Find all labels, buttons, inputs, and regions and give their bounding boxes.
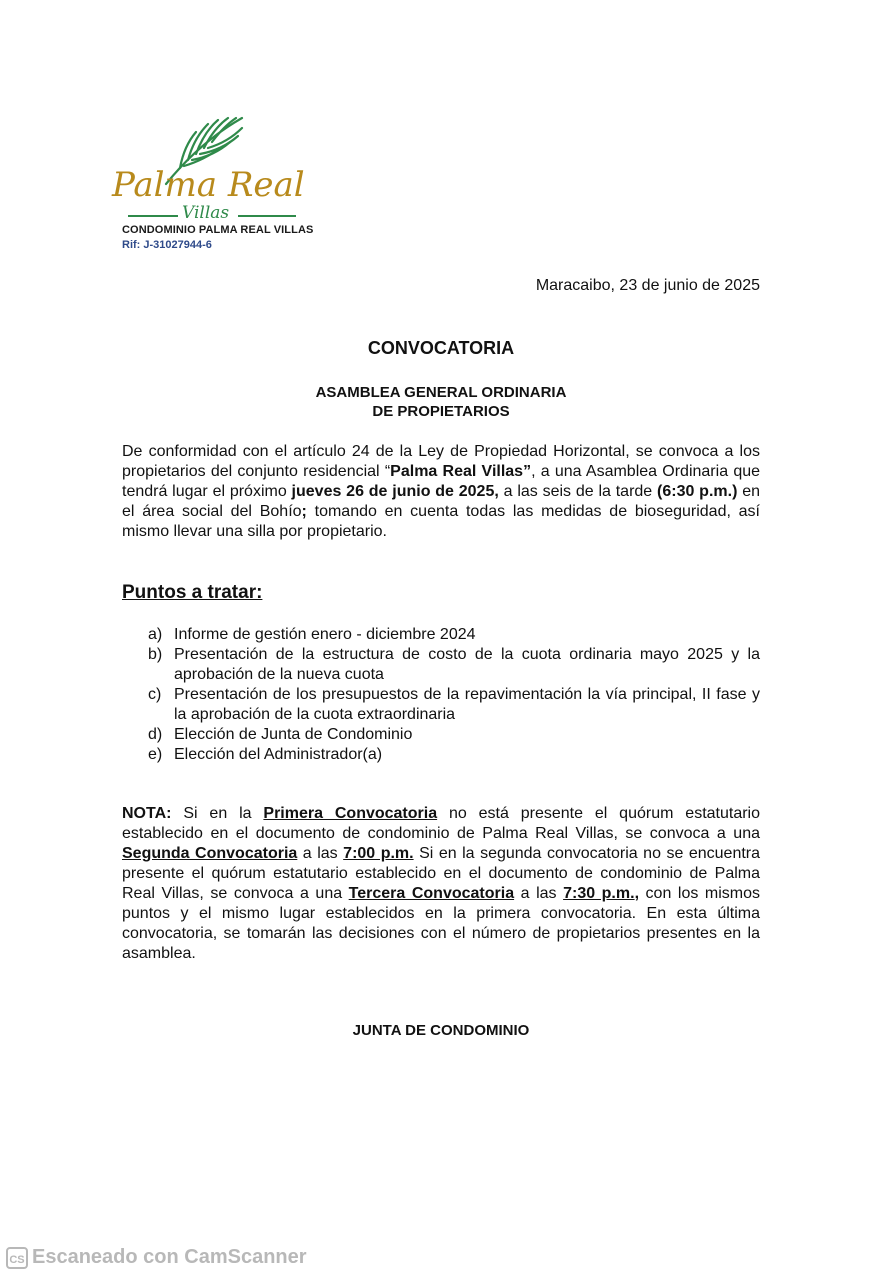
bold-emphasis: Palma Real Villas” <box>390 463 532 480</box>
agenda-item-letter: c) <box>148 686 162 703</box>
paragraph-text: a las <box>514 885 564 902</box>
bold-emphasis: NOTA: <box>122 805 172 822</box>
agenda-item <box>148 725 760 745</box>
points-heading: Puntos a tratar: <box>122 582 263 603</box>
underlined-emphasis: 7:30 p.m. <box>563 885 635 902</box>
paragraph-text: en el área social del Bohío <box>122 483 761 520</box>
paragraph-text: a las seis de la tarde <box>498 483 658 500</box>
agenda-item-text: Presentación de la estructura de costo de la cuota ordinaria mayo 2025 y la aprobación de la nueva cuota <box>174 646 760 683</box>
agenda-list <box>148 625 760 765</box>
underlined-emphasis: Tercera Convocatoria <box>348 885 515 902</box>
agenda-item-letter: b) <box>148 646 163 663</box>
paragraph-text: a las <box>297 845 344 862</box>
svg-text:Palma Real: Palma Real <box>112 165 305 205</box>
agenda-item <box>148 745 760 765</box>
paragraph-text: De conformidad con el artículo 24 de la Ley de Propiedad Horizontal, se convoca a los propietarios del conjunto residencial “ <box>122 443 760 480</box>
bold-emphasis: ; <box>301 503 307 520</box>
agenda-item-text: Elección de Junta de Condominio <box>174 726 413 743</box>
bold-emphasis: , <box>634 885 640 902</box>
agenda-item-text: Elección del Administrador(a) <box>174 746 383 763</box>
bold-emphasis: (6:30 p.m.) <box>657 483 738 500</box>
paragraph-text: Si en la <box>171 805 264 822</box>
date-line: Maracaibo, 23 de junio de 2025 <box>535 277 760 294</box>
agenda-item <box>148 685 760 725</box>
org-rif: Rif: J-31027944-6 <box>122 239 212 251</box>
camscanner-watermark <box>6 1246 307 1269</box>
svg-text:Villas: Villas <box>182 203 230 223</box>
intro-paragraph <box>122 442 760 542</box>
agenda-item-letter: e) <box>148 746 163 763</box>
agenda-item-letter: a) <box>148 626 163 643</box>
watermark-text: Escaneado con CamScanner <box>32 1246 307 1268</box>
paragraph-text: con los mismos puntos y el mismo lugar establecidos en la primera convocatoria. En esta última convocatoria, se tomarán las decisiones con el número de propietarios presentes en la asamblea. <box>122 885 761 962</box>
document-subtitle <box>0 383 882 421</box>
org-name: CONDOMINIO PALMA REAL VILLAS <box>122 224 314 236</box>
subtitle-line: DE PROPIETARIOS <box>372 403 510 420</box>
paragraph-text: , a una Asamblea Ordinaria que tendrá lugar el próximo <box>122 463 761 500</box>
subtitle-line: ASAMBLEA GENERAL ORDINARIA <box>315 384 567 401</box>
logo-wordmark <box>111 165 305 223</box>
underlined-emphasis: Segunda Convocatoria <box>122 845 298 862</box>
agenda-item <box>148 645 760 685</box>
nota-paragraph <box>122 804 760 964</box>
paragraph-text: tomando en cuenta todas las medidas de bioseguridad, así mismo llevar una silla por propietario. <box>122 503 761 540</box>
paragraph-text: Si en la segunda convocatoria no se encuentra presente el quórum estatutario establecido en el documento de condominio de Palma Real Villas, se convoca a una <box>122 845 761 902</box>
paragraph-text: no está presente el quórum estatutario establecido en el documento de condominio de Palma Real Villas, se convoca a una <box>122 805 761 842</box>
underlined-emphasis: Primera Convocatoria <box>263 805 438 822</box>
underlined-emphasis: 7:00 p.m. <box>343 845 414 862</box>
agenda-item-letter: d) <box>148 726 163 743</box>
agenda-item <box>148 625 760 645</box>
bold-emphasis: jueves 26 de junio de 2025, <box>291 483 499 500</box>
agenda-item-text: Presentación de los presupuestos de la repavimentación la vía principal, II fase y la aprobación de la cuota extraordinaria <box>174 686 760 723</box>
signature: JUNTA DE CONDOMINIO <box>352 1022 530 1039</box>
palma-real-villas-logo <box>108 112 328 224</box>
agenda-item-text: Informe de gestión enero - diciembre 2024 <box>174 626 476 643</box>
document-title: CONVOCATORIA <box>367 338 515 358</box>
camscanner-icon: CS <box>6 1247 28 1269</box>
